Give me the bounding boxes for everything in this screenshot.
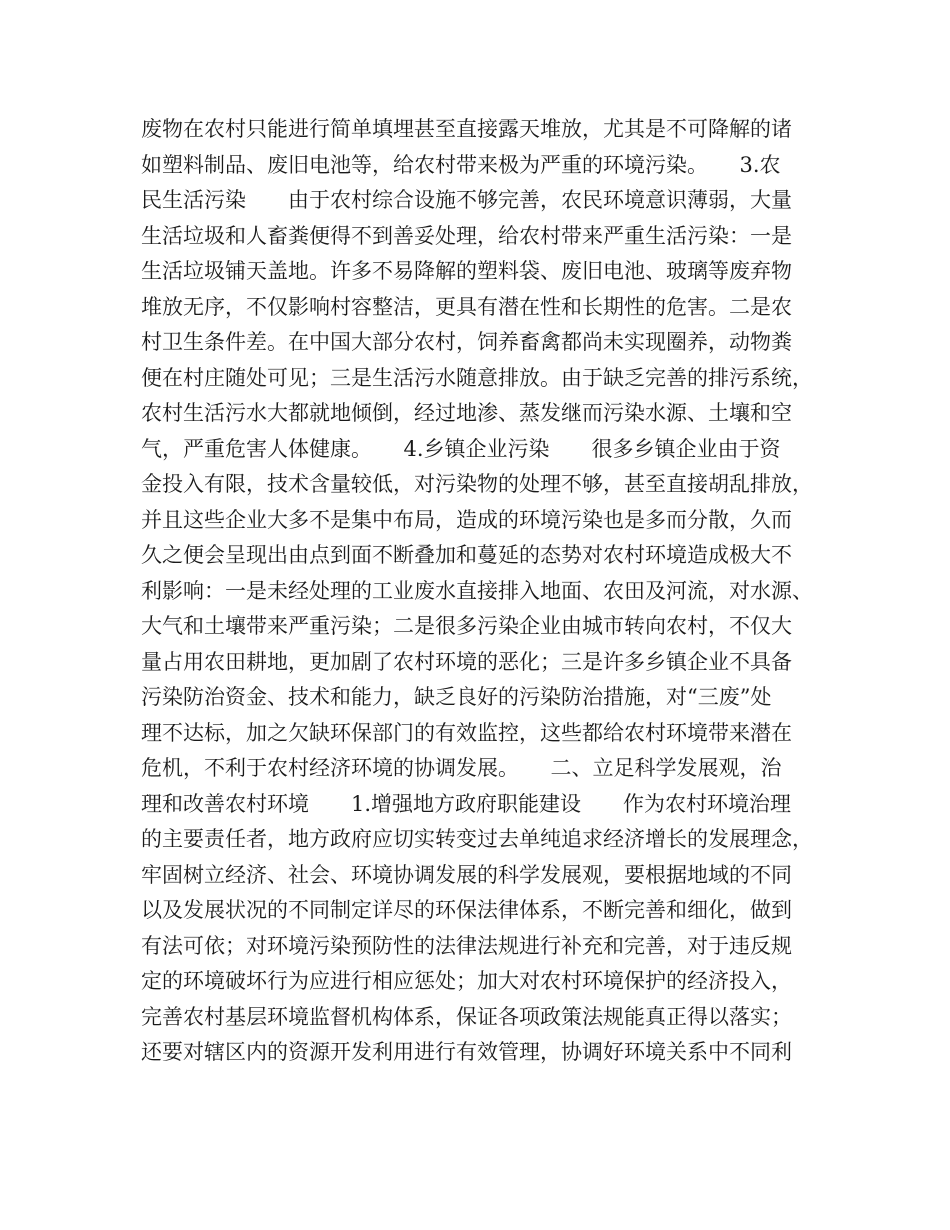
text-line: 危机，不利于农村经济环境的协调发展。 二、立足科学发展观，治 [141, 756, 782, 780]
text-line: 的主要责任者，地方政府应切实转变过去单纯追求经济增长的发展理念， [141, 827, 813, 851]
text-line: 理和改善农村环境 1.增强地方政府职能建设 作为农村环境治理 [141, 791, 792, 816]
text-line: 污染防治资金、技术和能力，缺乏良好的污染防治措施，对“三废”处 [141, 685, 772, 709]
text-line: 生活垃圾铺天盖地。许多不易降解的塑料袋、废旧电池、玻璃等废弃物 [141, 259, 792, 283]
text-line: 利影响：一是未经处理的工业废水直接排入地面、农田及河流，对水源、 [141, 578, 813, 603]
text-line: 如塑料制品、废旧电池等，给农村带来极为严重的环境污染。 3.农 [141, 152, 781, 177]
text-line: 便在村庄随处可见；三是生活污水随意排放。由于缺乏完善的排污系统， [141, 365, 813, 390]
text-line: 以及发展状况的不同制定详尽的环保法律体系，不断完善和细化，做到 [141, 898, 792, 922]
text-line: 久之便会呈现出由点到面不断叠加和蔓延的态势对农村环境造成极大不 [141, 543, 792, 567]
text-line: 完善农村基层环境监督机构体系，保证各项政策法规能真正得以落实； [141, 1004, 792, 1029]
text-line: 有法可依；对环境污染预防性的法律法规进行补充和完善，对于违反规 [141, 933, 792, 958]
text-line: 理不达标，加之欠缺环保部门的有效监控，这些都给农村环境带来潜在 [141, 720, 792, 745]
text-line: 村卫生条件差。在中国大部分农村，饲养畜禽都尚未实现圈养，动物粪 [141, 330, 792, 354]
text-line: 金投入有限，技术含量较低，对污染物的处理不够，甚至直接胡乱排放， [141, 472, 813, 496]
text-line: 量占用农田耕地，更加剧了农村环境的恶化；三是许多乡镇企业不具备 [141, 649, 792, 674]
text-line: 还要对辖区内的资源开发利用进行有效管理，协调好环境关系中不同利 [141, 1040, 792, 1064]
text-line: 定的环境破坏行为应进行相应惩处；加大对农村环境保护的经济投入， [141, 969, 792, 993]
text-line: 大气和土壤带来严重污染；二是很多污染企业由城市转向农村，不仅大 [141, 614, 792, 638]
text-line: 牢固树立经济、社会、环境协调发展的科学发展观，要根据地域的不同 [141, 862, 792, 887]
text-line: 废物在农村只能进行简单填埋甚至直接露天堆放，尤其是不可降解的诸 [141, 117, 792, 141]
text-line: 生活垃圾和人畜粪便得不到善妥处理，给农村带来严重生活污染：一是 [141, 223, 792, 248]
text-line: 民生活污染 由于农村综合设施不够完善，农民环境意识薄弱，大量 [141, 188, 792, 212]
text-line: 堆放无序，不仅影响村容整洁，更具有潜在性和长期性的危害。二是农 [141, 294, 792, 319]
text-line: 气，严重危害人体健康。 4.乡镇企业污染 很多乡镇企业由于资 [141, 436, 781, 461]
body-text [141, 112, 831, 1071]
text-line: 并且这些企业大多不是集中布局，造成的环境污染也是多而分散，久而 [141, 507, 792, 532]
text-line: 农村生活污水大都就地倾倒，经过地渗、蒸发继而污染水源、土壤和空 [141, 401, 792, 425]
